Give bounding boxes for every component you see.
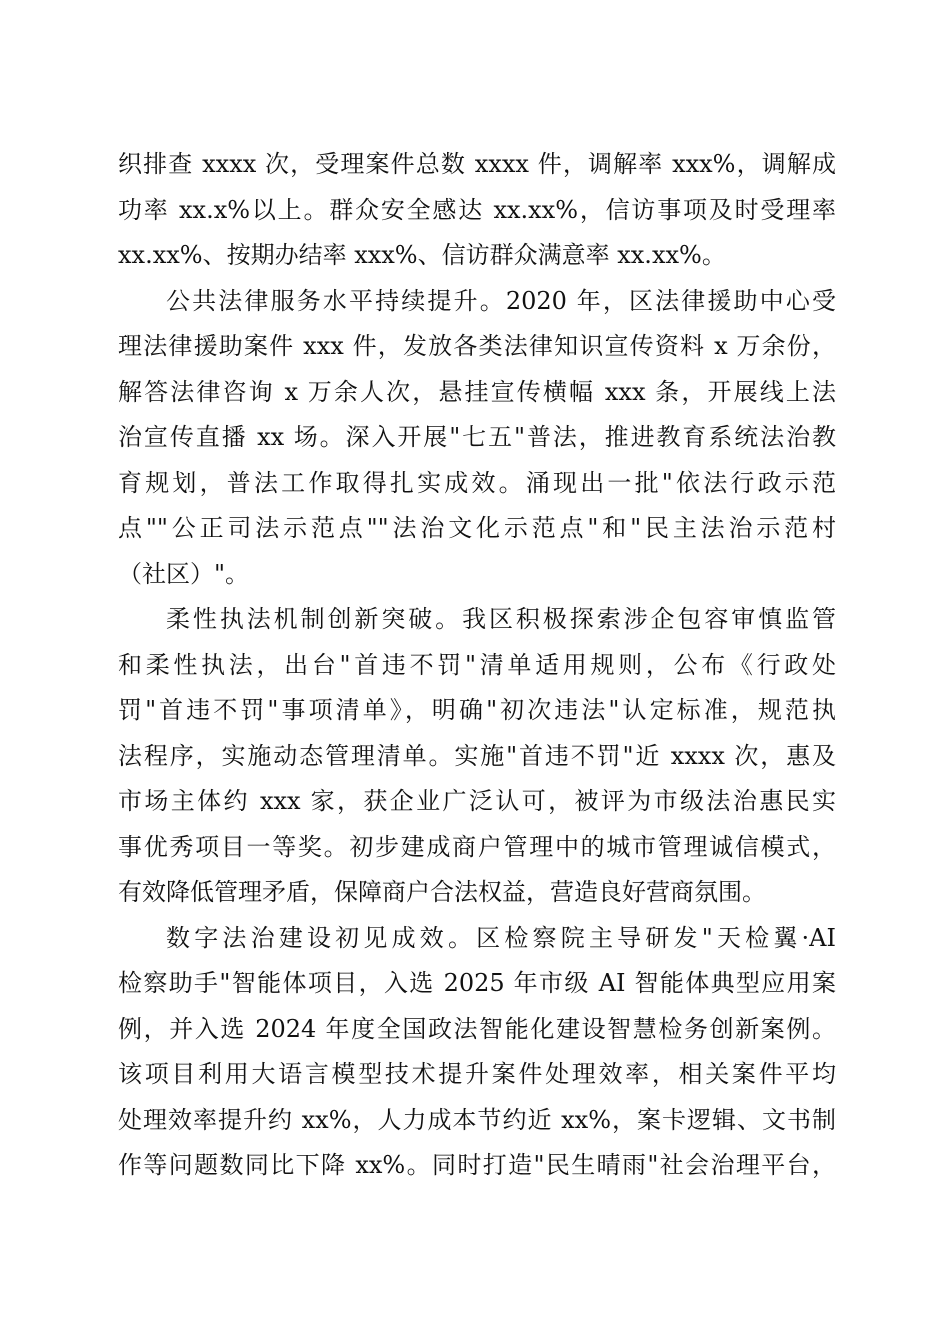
paragraph-2	[118, 279, 836, 598]
text-line: 柔性执法机制创新突破。我区积极探索涉企包容审慎监管	[166, 605, 836, 633]
text-line: 织排查 xxxx 次，受理案件总数 xxxx 件，调解率 xxx%，调解成	[118, 150, 836, 178]
text-line: 治宣传直播 xx 场。深入开展"七五"普法，推进教育系统法治教	[118, 423, 836, 451]
text-line: 功率 xx.x%以上。群众安全感达 xx.xx%，信访事项及时受理率	[118, 195, 836, 224]
text-line: 和柔性执法，出台"首违不罚"清单适用规则，公布《行政处	[118, 650, 836, 679]
text-line: 罚"首违不罚"事项清单》，明确"初次违法"认定标准，规范执	[118, 696, 836, 724]
text-line: 理法律援助案件 xxx 件，发放各类法律知识宣传资料 x 万余份，	[118, 332, 836, 360]
paragraph-1	[118, 142, 836, 279]
text-line: 点""公正司法示范点""法治文化示范点"和"民主法治示范村	[118, 514, 836, 542]
text-line: 例，并入选 2024 年度全国政法智能化建设智慧检务创新案例。	[118, 1014, 836, 1043]
text-line: 该项目利用大语言模型技术提升案件处理效率，相关案件平均	[118, 1060, 836, 1088]
text-line: 育规划，普法工作取得扎实成效。涌现出一批"依法行政示范	[118, 468, 836, 497]
text-line: 法程序，实施动态管理清单。实施"首违不罚"近 xxxx 次，惠及	[118, 741, 836, 770]
text-line: 数字法治建设初见成效。区检察院主导研发"天检翼·AI	[166, 923, 836, 952]
text-line: 处理效率提升约 xx%，人力成本节约近 xx%，案卡逻辑、文书制	[118, 1105, 836, 1134]
text-line: 公共法律服务水平持续提升。2020 年，区法律援助中心受	[166, 286, 836, 315]
text-line: 作等问题数同比下降 xx%。同时打造"民生晴雨"社会治理平台，	[118, 1151, 836, 1179]
text-line: xx.xx%、按期办结率 xxx%、信访群众满意率 xx.xx%。	[118, 241, 726, 269]
paragraph-3	[118, 597, 836, 916]
text-line: 解答法律咨询 x 万余人次，悬挂宣传横幅 xxx 条，开展线上法	[118, 377, 836, 406]
paragraph-4	[118, 916, 836, 1189]
text-line: 有效降低管理矛盾，保障商户合法权益，营造良好营商氛围。	[118, 878, 766, 906]
text-line: 检察助手"智能体项目，入选 2025 年市级 AI 智能体典型应用案	[118, 969, 836, 997]
text-line: 事优秀项目一等奖。初步建成商户管理中的城市管理诚信模式，	[118, 832, 836, 861]
text-line: 市场主体约 xxx 家，获企业广泛认可，被评为市级法治惠民实	[118, 787, 836, 815]
text-line: （社区）"。	[118, 559, 250, 588]
document-body	[118, 142, 836, 1189]
